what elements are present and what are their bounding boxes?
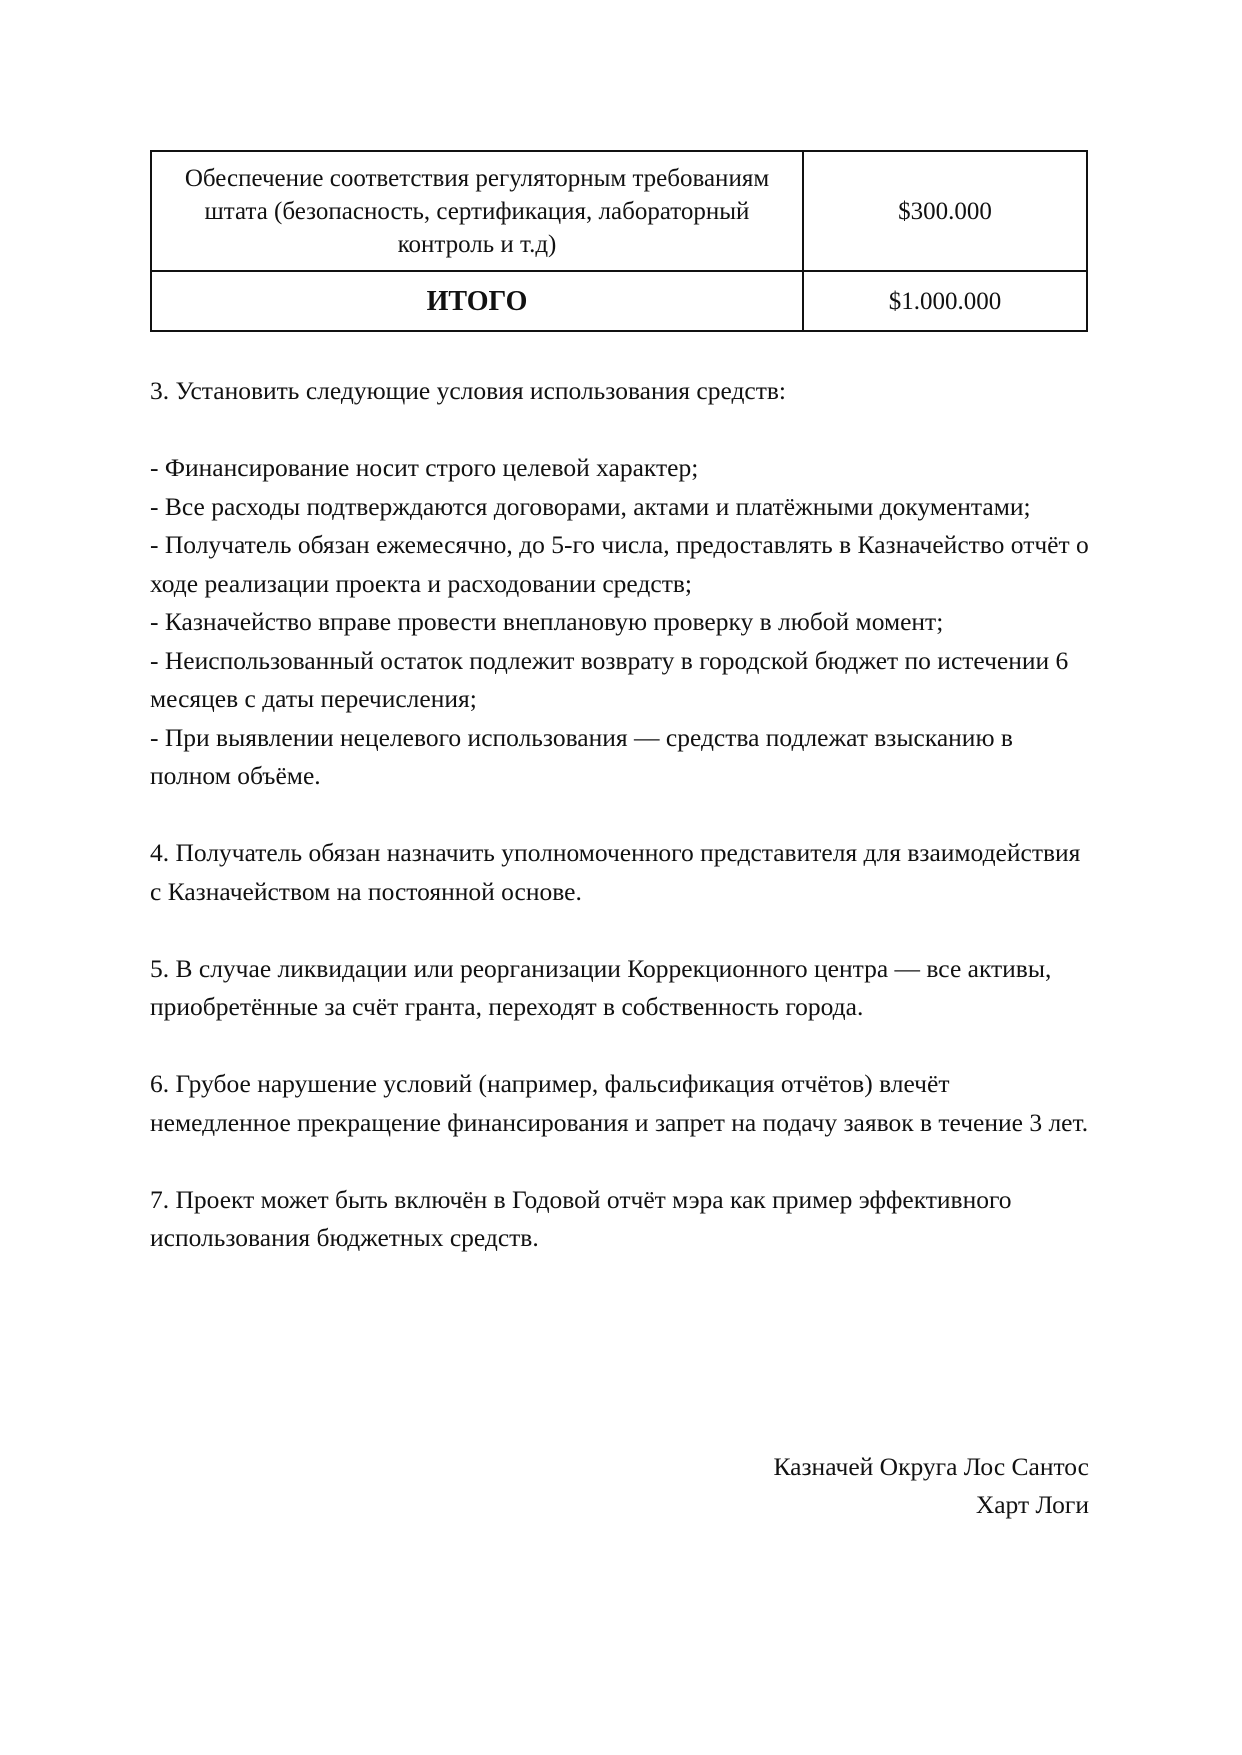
condition-item: - При выявлении нецелевого использования — средства подлежат взысканию в полном объёме. bbox=[150, 722, 1013, 790]
section-7: 7. Проект может быть включён в Годовой отчёт мэра как пример эффективного использования бюджетных средств. bbox=[150, 1184, 1012, 1252]
spacer bbox=[150, 796, 1090, 835]
table-row bbox=[151, 151, 1087, 271]
table-total-row bbox=[151, 271, 1087, 331]
spacer bbox=[150, 1027, 1090, 1066]
spacer bbox=[150, 411, 1090, 450]
signatory-title: Казначей Округа Лос Сантос bbox=[773, 1452, 1089, 1481]
condition-item: - Казначейство вправе провести внеплановую проверку в любой момент; bbox=[150, 607, 944, 636]
total-label: ИТОГО bbox=[151, 271, 803, 331]
signatory-name: Харт Логи bbox=[975, 1490, 1089, 1519]
section-6: 6. Грубое нарушение условий (например, фальсификация отчётов) влечёт немедленное прекращение финансирования и запрет на подачу заявок в течение 3 лет. bbox=[150, 1069, 1089, 1137]
section-3-heading: 3. Установить следующие условия использования средств: bbox=[150, 376, 787, 405]
spacer bbox=[150, 911, 1090, 950]
section-4: 4. Получатель обязан назначить уполномоченного представителя для взаимодействия с Казначейством на постоянной основе. bbox=[150, 838, 1081, 906]
condition-item: - Получатель обязан ежемесячно, до 5-го числа, предоставлять в Казначейство отчёт о ходе реализации проекта и расходовании средств; bbox=[150, 530, 1089, 598]
condition-item: - Все расходы подтверждаются договорами, актами и платёжными документами; bbox=[150, 491, 1031, 521]
signature-block bbox=[773, 1448, 1089, 1524]
budget-table bbox=[150, 150, 1088, 332]
budget-item-cell: Обеспечение соответствия регуляторным требованиям штата (безопасность, сертификация, лабораторный контроль и т.д) bbox=[151, 151, 803, 271]
document-body bbox=[150, 372, 1090, 1258]
section-5: 5. В случае ликвидации или реорганизации Коррекционного центра — все активы, приобретённые за счёт гранта, переходят в собственность города. bbox=[150, 953, 1052, 1021]
condition-item: - Финансирование носит строго целевой характер; bbox=[150, 453, 699, 482]
budget-amount-cell: $300.000 bbox=[803, 151, 1087, 271]
condition-item: - Неиспользованный остаток подлежит возврату в городской бюджет по истечении 6 месяцев с даты перечисления; bbox=[150, 645, 1069, 713]
total-amount: $1.000.000 bbox=[803, 271, 1087, 331]
spacer bbox=[150, 1142, 1090, 1181]
